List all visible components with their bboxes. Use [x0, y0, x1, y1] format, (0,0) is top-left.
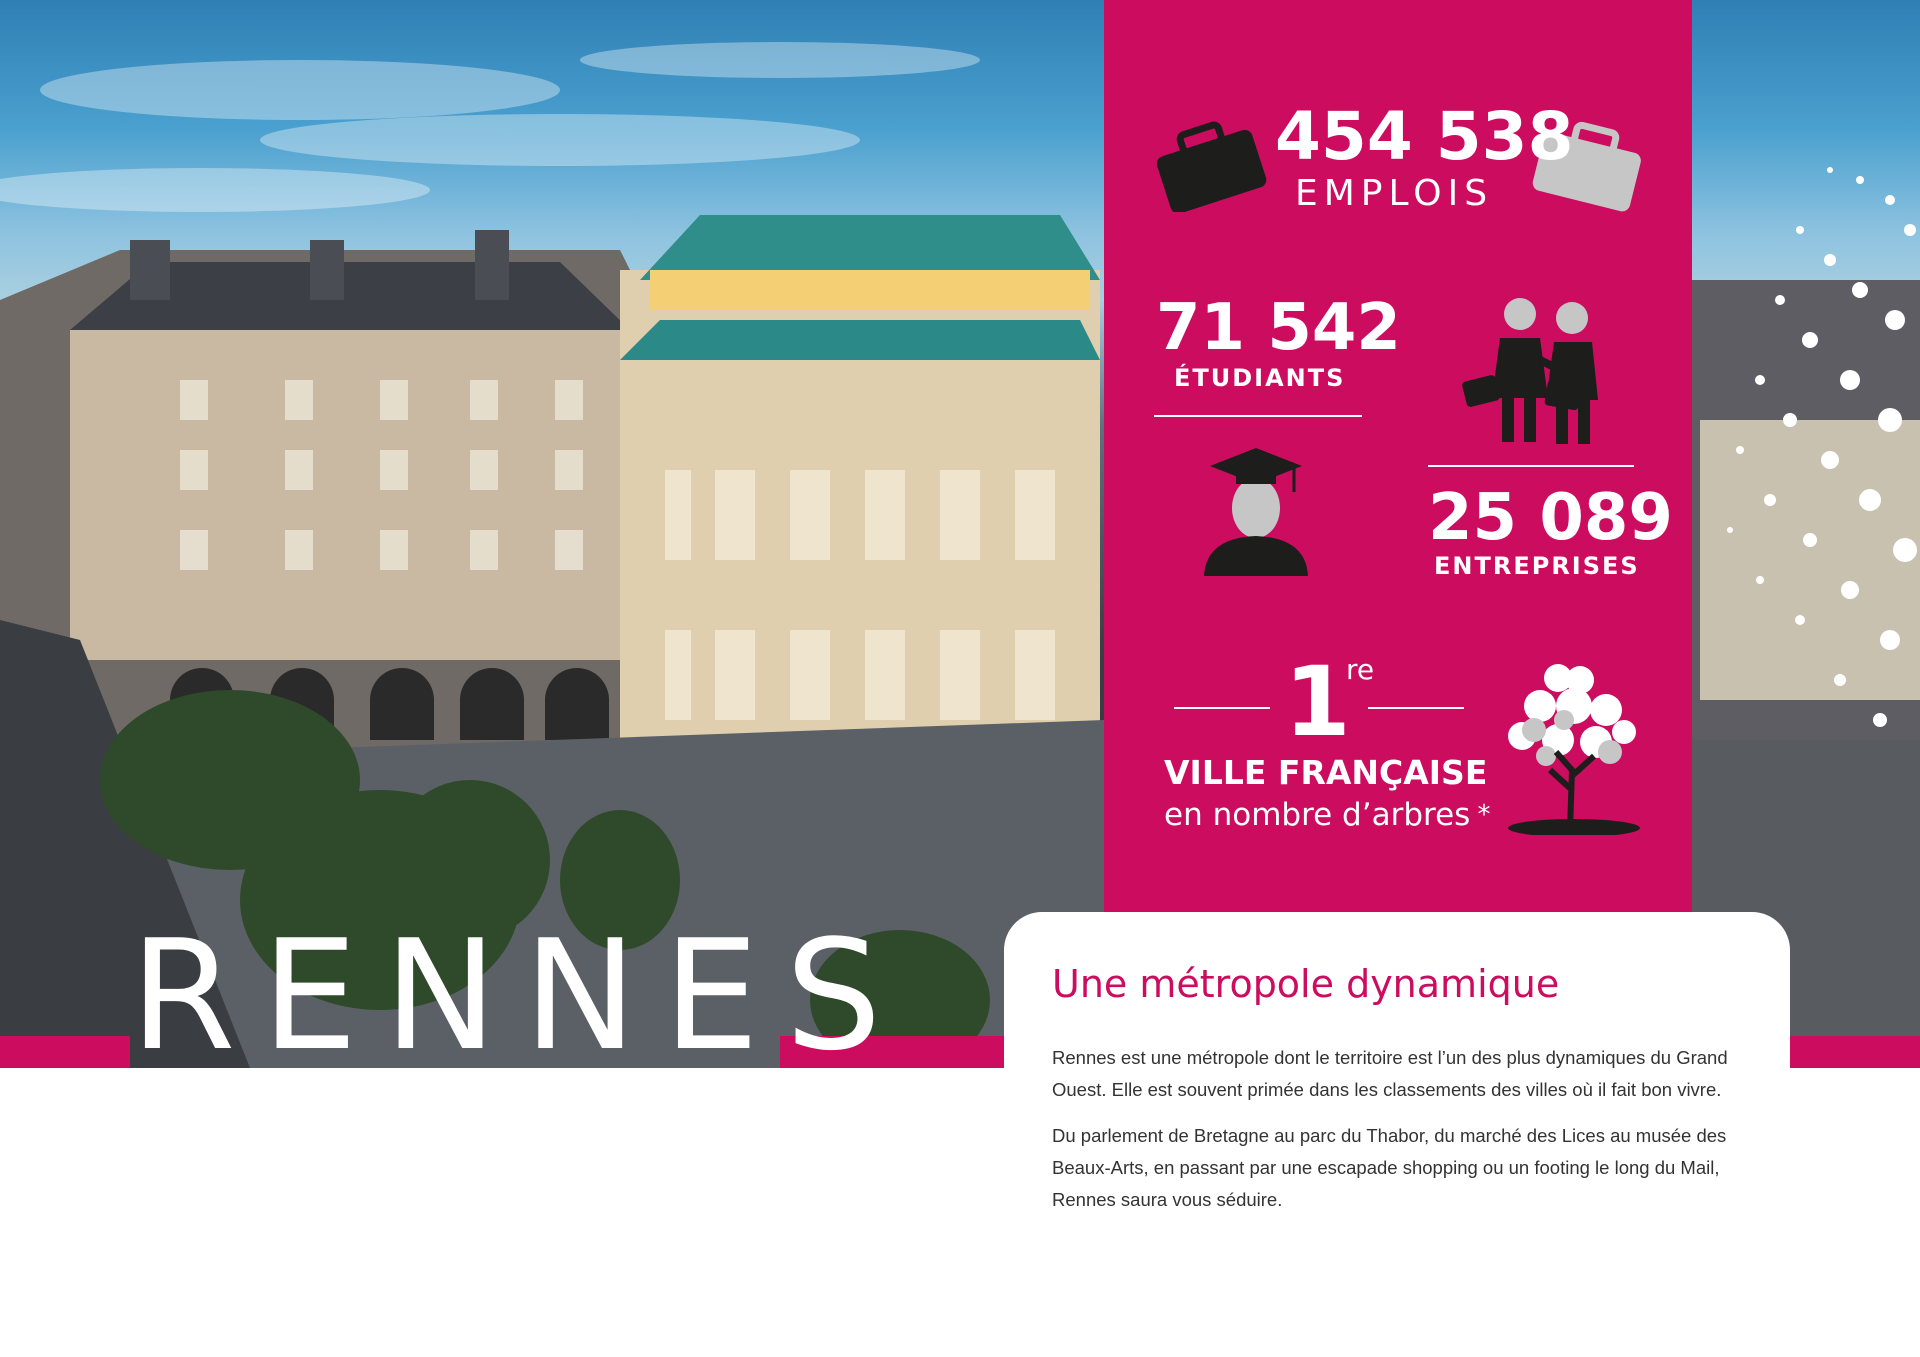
accent-strip-right: [1790, 1036, 1920, 1068]
tree-icon: [1500, 660, 1650, 835]
accent-strip-left: [0, 1036, 130, 1068]
jobs-value: 454 538: [1275, 98, 1574, 175]
card-paragraph-2: Du parlement de Bretagne au parc du Thabor, du marché des Lices au musée des Beaux-Arts, en passant par une escapade shopping ou un footing le long du Mail, Rennes saura vous séduire.: [1052, 1125, 1727, 1210]
companies-label: ENTREPRISES: [1434, 552, 1640, 580]
graduate-icon: [1200, 436, 1312, 576]
businessmen-handshake-icon: [1456, 296, 1626, 446]
jobs-label: EMPLOIS: [1294, 173, 1494, 214]
stats-panel: [1104, 0, 1692, 912]
students-value: 71 542: [1156, 291, 1401, 365]
card-title: Une métropole dynamique: [1052, 962, 1560, 1006]
card-paragraph-1: Rennes est une métropole dont le territoire est l’un des plus dynamiques du Grand Ouest. Elle est souvent primée dans les classements des villes où il fait bon vivre.: [1052, 1047, 1728, 1100]
briefcase-icon: [1150, 112, 1270, 212]
students-label: ÉTUDIANTS: [1174, 364, 1346, 392]
rank-footnote-mark: *: [1477, 800, 1491, 830]
rank-divider-right: [1368, 707, 1464, 709]
students-divider: [1154, 415, 1362, 417]
companies-value: 25 089: [1428, 481, 1673, 555]
companies-divider: [1428, 465, 1634, 467]
intro-card: [1004, 912, 1790, 1357]
city-title: RENNES: [130, 907, 908, 1084]
rank-number: 1: [1284, 646, 1351, 758]
rank-subtitle: en nombre d’arbres: [1164, 797, 1471, 833]
rank-suffix: re: [1346, 653, 1375, 686]
rank-divider-left: [1174, 707, 1270, 709]
rank-title: VILLE FRANÇAISE: [1164, 753, 1488, 792]
